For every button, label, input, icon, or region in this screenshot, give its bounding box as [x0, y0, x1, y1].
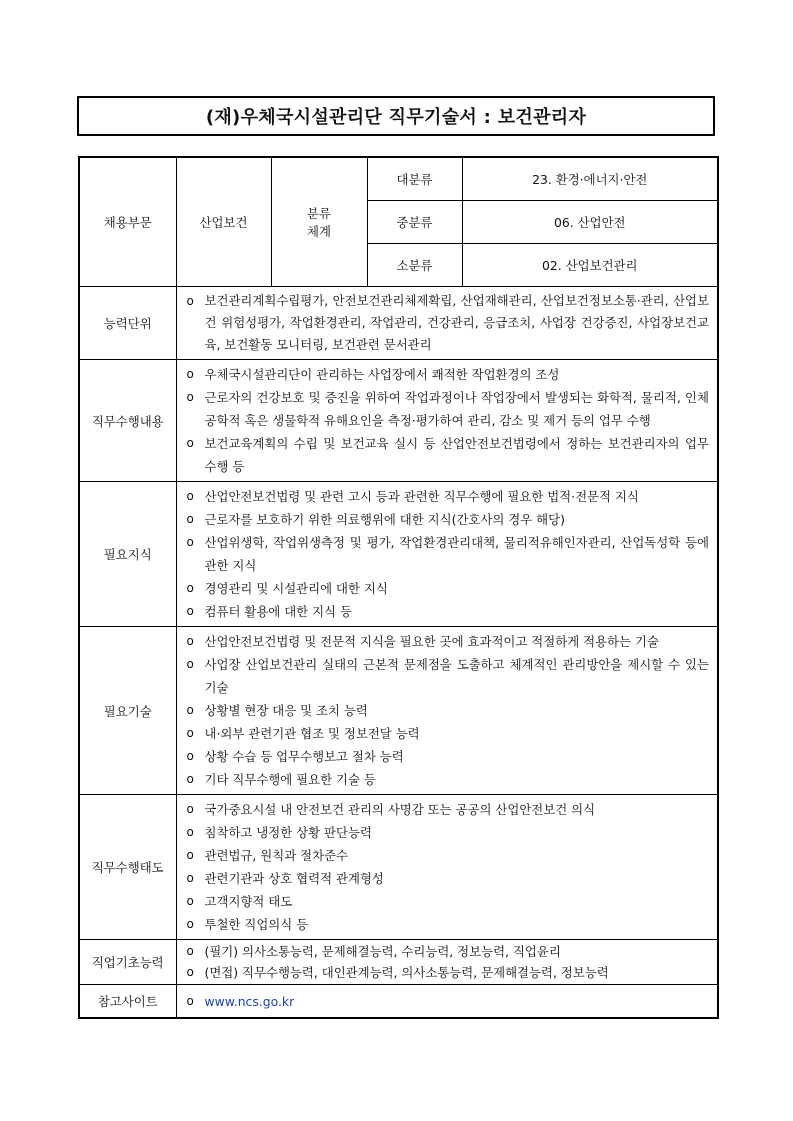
bullet-icon: o: [186, 581, 194, 595]
bullet-icon: o: [186, 367, 194, 381]
section-row-duties: [79, 360, 718, 482]
list-item: o 근로자를 보호하기 위한 의료행위에 대한 지식(간호사의 경우 해당): [187, 508, 710, 531]
bullet-icon: o: [186, 604, 194, 618]
list-item: o 산업안전보건법령 및 전문적 지식을 필요한 곳에 효과적이고 적절하게 적용하는 기술: [187, 630, 710, 653]
bullet-icon: o: [186, 802, 194, 816]
bullet-icon: o: [186, 871, 194, 885]
section-row-knowledge: [79, 482, 718, 627]
section-row-ability-units: [79, 287, 718, 360]
middle-class-value: 06. 산업안전: [462, 201, 718, 244]
list-item: o 내·외부 관련기관 협조 및 정보전달 능력: [187, 722, 710, 745]
classification-system-label: [271, 157, 367, 287]
bullet-icon: o: [186, 657, 194, 671]
bullet-icon: o: [186, 749, 194, 763]
job-description-table: [78, 156, 719, 1019]
classification-row-major: [79, 157, 718, 201]
bullet-icon: o: [186, 535, 194, 549]
bullet-icon: o: [186, 917, 194, 931]
section-content: [176, 985, 718, 1019]
section-row-basic-competency: [79, 940, 718, 985]
list-item: o 상황별 현장 대응 및 조치 능력: [187, 699, 710, 722]
bullet-icon: o: [186, 825, 194, 839]
bullet-icon: o: [186, 436, 194, 450]
list-item: o 컴퓨터 활용에 대한 지식 등: [187, 600, 710, 623]
section-label: 필요기술: [79, 627, 176, 795]
list-item: o (면접) 직무수행능력, 대인관계능력, 의사소통능력, 문제해결능력, 정보능력: [187, 962, 710, 983]
bullet-icon: o: [186, 489, 194, 503]
list-item: o 침착하고 냉정한 상황 판단능력: [187, 821, 710, 844]
bullet-icon: o: [186, 726, 194, 740]
list-item: o 국가중요시설 내 안전보건 관리의 사명감 또는 공공의 산업안전보건 의식: [187, 798, 710, 821]
section-content: [176, 360, 718, 482]
bullet-icon: o: [186, 294, 194, 308]
middle-class-label: 중분류: [367, 201, 462, 244]
list-item: o 경영관리 및 시설관리에 대한 지식: [187, 577, 710, 600]
major-class-value: 23. 환경·에너지·안전: [462, 157, 718, 201]
bullet-icon: o: [186, 512, 194, 526]
system-label-line2: 체계: [307, 224, 331, 239]
section-row-reference-site: [79, 985, 718, 1019]
major-class-label: 대분류: [367, 157, 462, 201]
bullet-icon: o: [186, 944, 194, 958]
recruit-value: 산업보건: [176, 157, 271, 287]
recruit-label: 채용부문: [79, 157, 176, 287]
section-content: [176, 940, 718, 985]
section-content: [176, 795, 718, 940]
system-label-line1: 분류: [307, 206, 331, 221]
ncs-link[interactable]: www.ncs.go.kr: [204, 993, 295, 1009]
list-item: o (필기) 의사소통능력, 문제해결능력, 수리능력, 정보능력, 직업윤리: [187, 941, 710, 962]
section-content: [176, 482, 718, 627]
list-item: o 산업위생학, 작업위생측정 및 평가, 작업환경관리대책, 물리적유해인자관리, 산업독성학 등에 관한 지식: [187, 531, 710, 577]
section-label: 능력단위: [79, 287, 176, 360]
list-item: o 산업안전보건법령 및 관련 고시 등과 관련한 직무수행에 필요한 법적·전문적 지식: [187, 485, 710, 508]
list-item: o 보건관리계획수립평가, 안전보건관리체제확립, 산업재해관리, 산업보건정보소통·관리, 산업보건 위험성평가, 작업환경관리, 작업관리, 건강관리, 응급조치, 사업장 건강증진, 사업장보건교육, 보건활동 모니터링, 보건관련 문서관리: [187, 290, 710, 356]
minor-class-value: 02. 산업보건관리: [462, 244, 718, 287]
section-label: 참고사이트: [79, 985, 176, 1019]
list-item: o 우체국시설관리단이 관리하는 사업장에서 쾌적한 작업환경의 조성: [187, 363, 710, 386]
section-row-skills: [79, 627, 718, 795]
bullet-icon: o: [186, 634, 194, 648]
list-item: o 고객지향적 태도: [187, 890, 710, 913]
document-title: (재)우체국시설관리단 직무기술서 : 보건관리자: [77, 96, 715, 136]
section-label: 필요지식: [79, 482, 176, 627]
minor-class-label: 소분류: [367, 244, 462, 287]
bullet-icon: o: [186, 993, 194, 1008]
bullet-icon: o: [186, 390, 194, 404]
list-item: o 기타 직무수행에 필요한 기술 등: [187, 768, 710, 791]
list-item: o 관련기관과 상호 협력적 관계형성: [187, 867, 710, 890]
bullet-icon: o: [186, 772, 194, 786]
bullet-icon: o: [186, 848, 194, 862]
list-item: o 관련법규, 원칙과 절차준수: [187, 844, 710, 867]
section-row-attitude: [79, 795, 718, 940]
section-content: [176, 287, 718, 360]
section-label: 직업기초능력: [79, 940, 176, 985]
section-label: 직무수행내용: [79, 360, 176, 482]
list-item: o 보건교육계획의 수립 및 보건교육 실시 등 산업안전보건법령에서 정하는 보건관리자의 업무 수행 등: [187, 432, 710, 478]
bullet-icon: o: [186, 703, 194, 717]
bullet-icon: o: [186, 894, 194, 908]
section-label: 직무수행태도: [79, 795, 176, 940]
list-item: [187, 990, 710, 1013]
list-item: o 상황 수습 등 업무수행보고 절차 능력: [187, 745, 710, 768]
bullet-icon: o: [186, 965, 194, 979]
list-item: o 사업장 산업보건관리 실태의 근본적 문제점을 도출하고 체계적인 관리방안을 제시할 수 있는 기술: [187, 653, 710, 699]
list-item: o 투철한 직업의식 등: [187, 913, 710, 936]
section-content: [176, 627, 718, 795]
list-item: o 근로자의 건강보호 및 증진을 위하여 작업과정이나 작업장에서 발생되는 화학적, 물리적, 인체공학적 혹은 생물학적 유해요인을 측정·평가하여 관리, 감소 및 제거 등의 업무 수행: [187, 386, 710, 432]
